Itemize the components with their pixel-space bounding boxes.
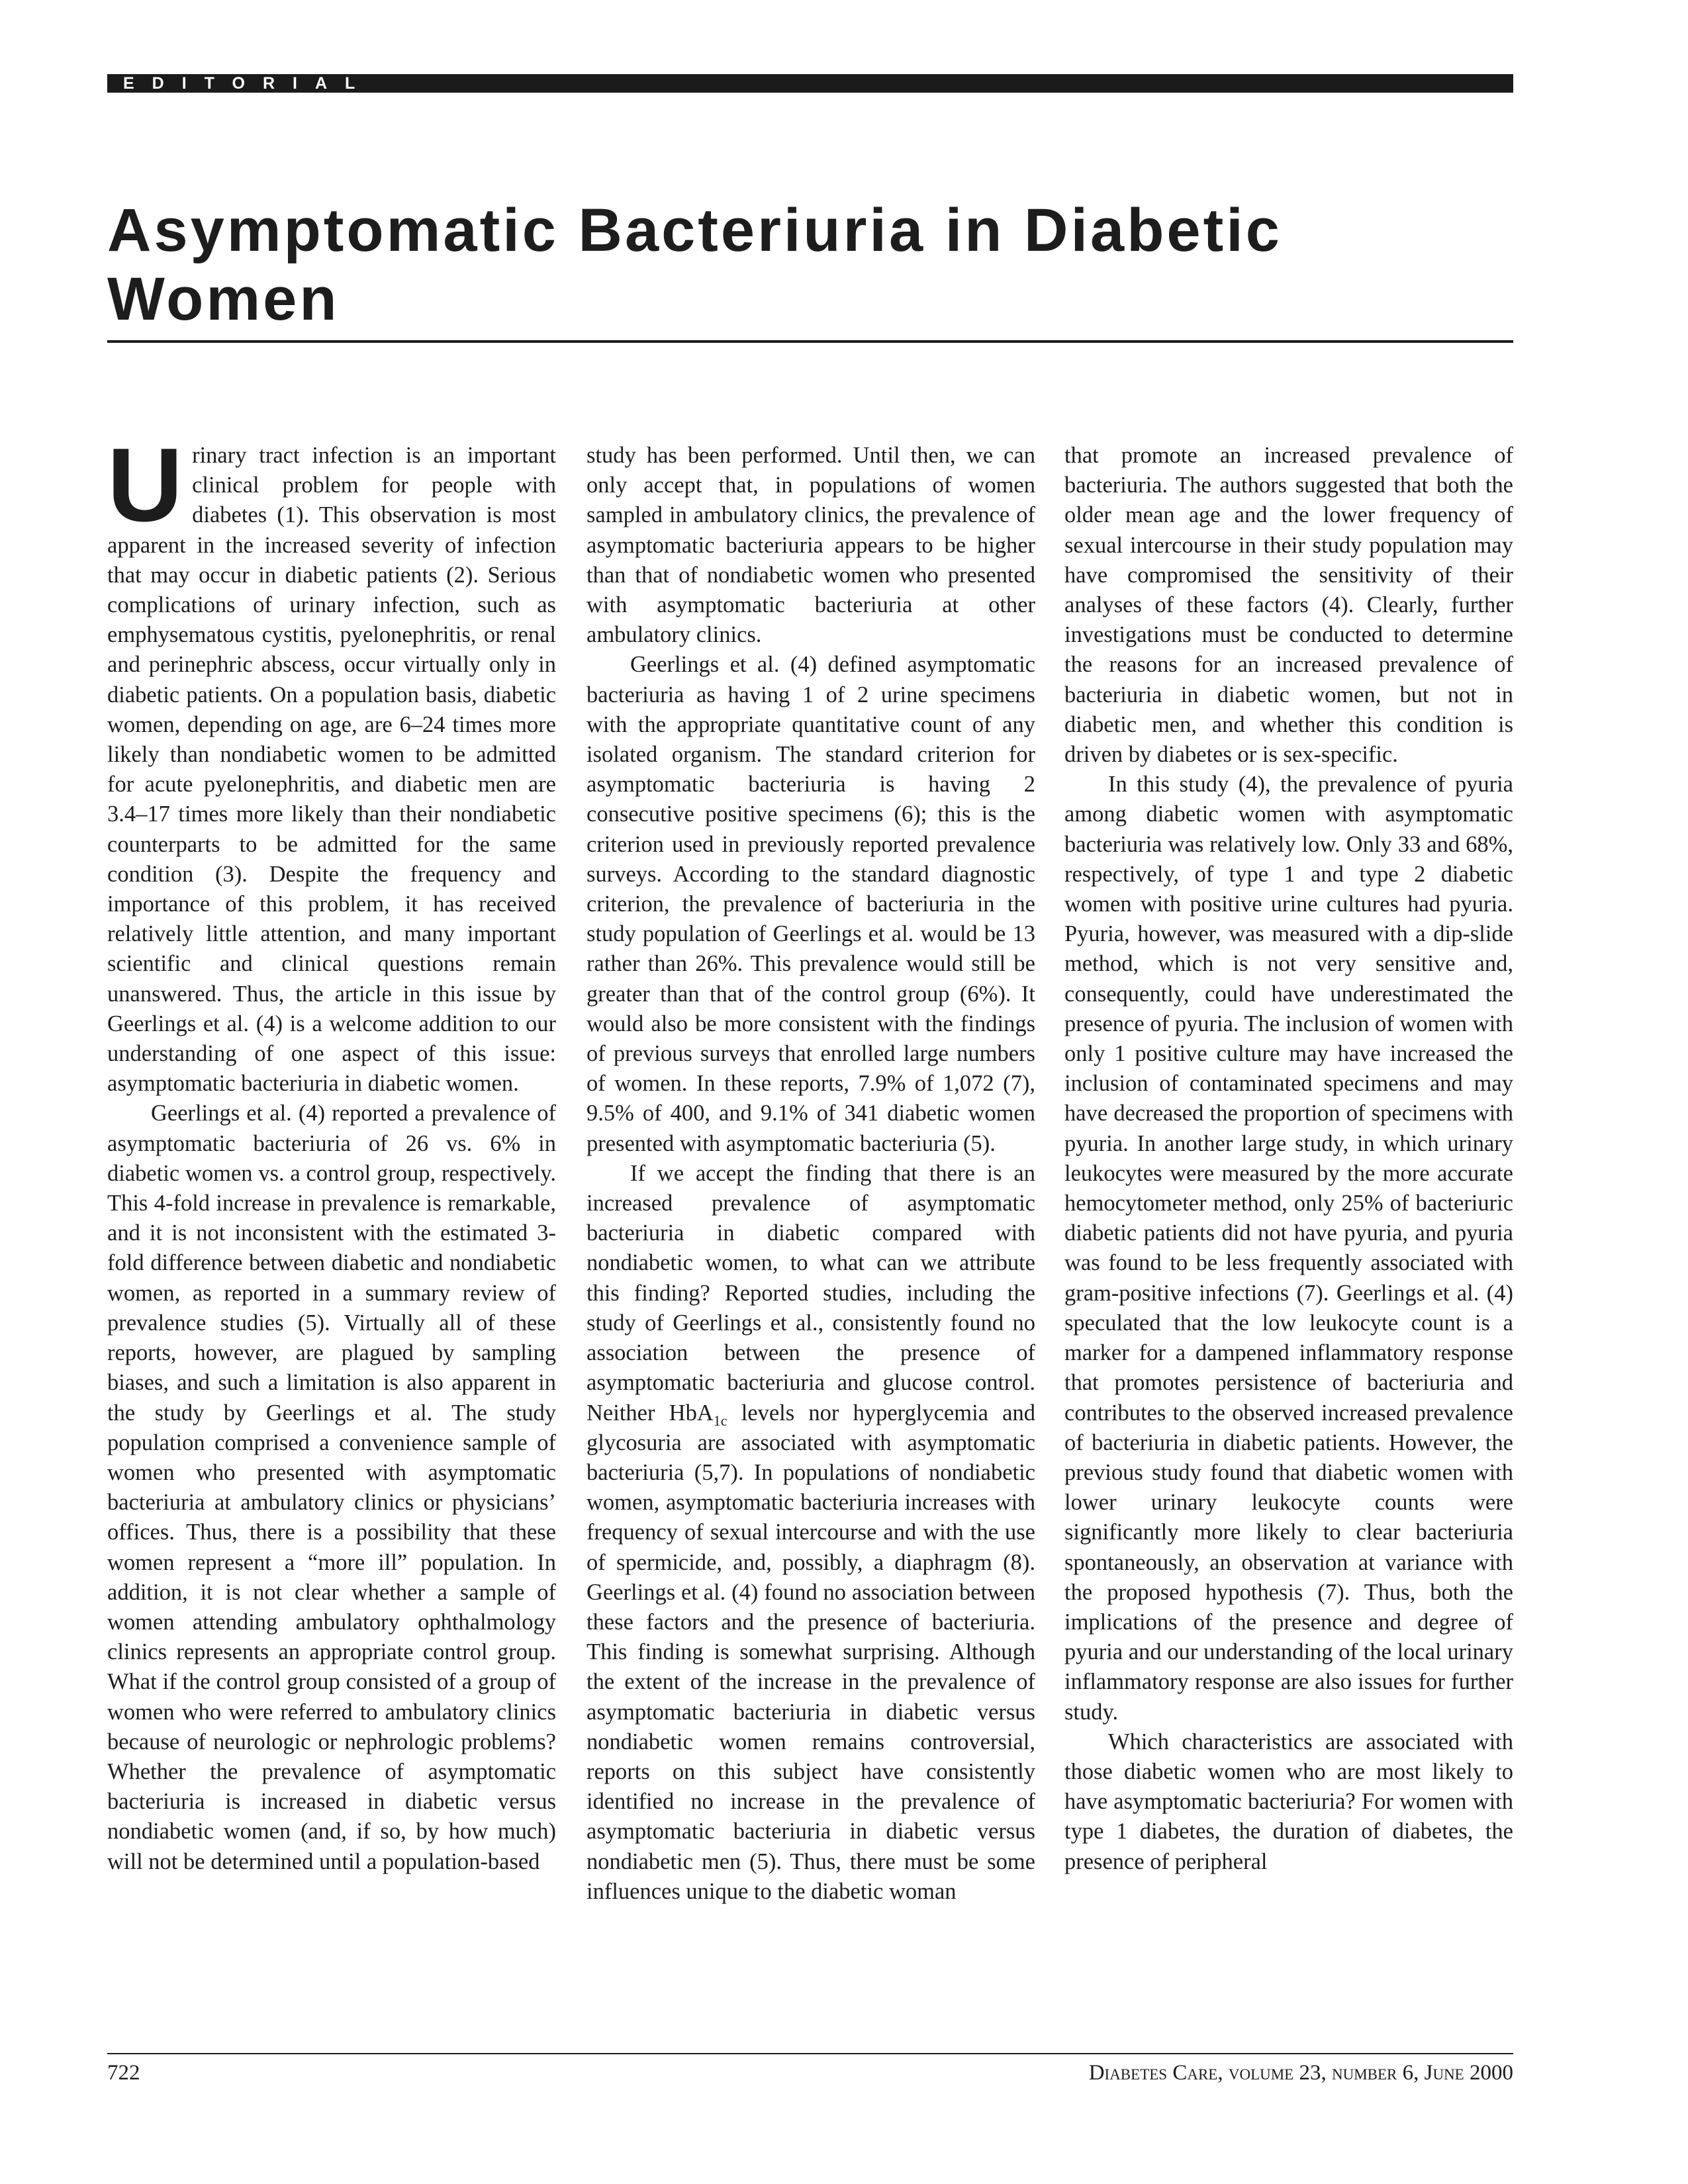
section-label: EDITORIAL — [118, 74, 383, 93]
column-1 — [107, 427, 556, 2003]
title-rule — [107, 340, 1513, 343]
paragraph: In this study (4), the prevalence of pyuria among diabetic women with asymptomatic bacteriuria was relatively low. Only 33 and 68%, respectively, of type 1 and type 2 diabetic women with positive urine cultures had pyuria. Pyuria, however, was measured with a dip-slide method, which is not very sensitive and, consequently, could have underestimated the presence of pyuria. The inclusion of women with only 1 positive culture may have increased the inclusion of contaminated specimens and may have decreased the proportion of specimens with pyuria. In another large study, in which urinary leukocytes were measured by the more accurate hemocytometer method, only 25% of bacteriuric diabetic patients did not have pyuria, and pyuria was found to be less frequently associated with gram-positive infections (7). Geerlings et al. (4) speculated that the low leukocyte count is a marker for a dampened inflammatory response that promotes persistence of bacteriuria and contributes to the observed increased prevalence of bacteriuria in diabetic patients. However, the previous study found that diabetic women with lower urinary leukocyte counts were significantly more likely to clear bacteriuria spontaneously, an observation at variance with the proposed hypothesis (7). Thus, both the implications of the presence and degree of pyuria and our understanding of the local urinary inflammatory response are also issues for further study. — [1064, 772, 1513, 1725]
page-number: 722 — [107, 2061, 140, 2085]
drop-cap: U — [107, 427, 183, 543]
section-bar — [107, 74, 1513, 93]
journal-citation: Diabetes Care, volume 23, number 6, June 2000 — [1088, 2061, 1513, 2085]
paragraph: that promote an increased prevalence of bacteriuria. The authors suggested that both the older mean age and the lower frequency of sexual intercourse in their study population may have compromised the sensitivity of their analyses of these factors (4). Clearly, further investigations must be conducted to determine the reasons for an increased prevalence of bacteriuria in diabetic women, but not in diabetic men, and whether this condition is driven by diabetes or is sex-specific. — [1064, 443, 1513, 768]
column-2 — [586, 441, 1035, 2003]
paragraph-text: levels nor hyperglycemia and glycosuria are associated with asymptomatic bacteriuria (5,7). In populations of nondiabetic women, asymptomatic bacteriuria increases with frequency of sexual intercourse and with the use of spermicide, and, possibly, a diaphragm (8). Geerlings et al. (4) found no association between these factors and the presence of bacteriuria. This finding is somewhat surprising. Although the extent of the increase in the prevalence of asymptomatic bacteriuria in diabetic versus nondiabetic women remains controversial, reports on this subject have consistently identified no increase in the prevalence of asymptomatic bacteriuria in diabetic versus nondiabetic men (5). Thus, there must be some influences unique to the diabetic woman — [586, 1400, 1035, 1904]
paragraph-text: If we accept the finding that there is an increased prevalence of asymptomatic bacteriuria in diabetic compared with nondiabetic women, to what can we attribute this finding? Reported studies, including the study of Geerlings et al., consistently found no association between the presence of asymptomatic bacteriuria and glucose control. Neither HbA — [586, 1160, 1035, 1426]
column-3 — [1064, 441, 1513, 2003]
subscript: 1c — [713, 1412, 727, 1429]
paragraph — [586, 1159, 1035, 1907]
article-title: Asymptomatic Bacteriuria in Diabetic Women — [107, 197, 1282, 333]
footer-rule — [107, 2053, 1513, 2054]
paragraph: Which characteristics are associated with those diabetic women who are most likely to have asymptomatic bacteriuria? For women with type 1 diabetes, the duration of diabetes, the presence of peripheral — [1064, 1729, 1513, 1874]
paragraph: Geerlings et al. (4) defined asymptomatic bacteriuria as having 1 of 2 urine specimens with the appropriate quantitative count of any isolated organism. The standard criterion for asymptomatic bacteriuria is having 2 consecutive positive specimens (6); this is the criterion used in previously reported prevalence surveys. According to the standard diagnostic criterion, the prevalence of bacteriuria in the study population of Geerlings et al. would be 13 rather than 26%. This prevalence would still be greater than that of the control group (6%). It would also be more consistent with the findings of previous surveys that enrolled large numbers of women. In these reports, 7.9% of 1,072 (7), 9.5% of 400, and 9.1% of 341 diabetic women presented with asymptomatic bacteriuria (5). — [586, 652, 1035, 1156]
paragraph-text: rinary tract infection is an important clinical problem for people with diabetes (1). This observation is most apparent in the increased severity of infection that may occur in diabetic patients (2). Serious complications of urinary infection, such as emphysematous cystitis, pyelonephritis, or renal and perinephric abscess, occur virtually only in diabetic patients. On a population basis, diabetic women, depending on age, are 6–24 times more likely than nondiabetic women to be admitted for acute pyelonephritis, and diabetic men are 3.4–17 times more likely than their nondiabetic counterparts to be admitted for the same condition (3). Despite the frequency and importance of this problem, it has received relatively little attention, and many important scientific and clinical questions remain unanswered. Thus, the article in this issue by Geerlings et al. (4) is a welcome addition to our understanding of one aspect of this issue: asymptomatic bacteriuria in diabetic women. — [107, 443, 556, 1097]
paragraph: study has been performed. Until then, we can only accept that, in populations of women sampled in ambulatory clinics, the prevalence of asymptomatic bacteriuria appears to be higher than that of nondiabetic women who presented with asymptomatic bacteriuria at other ambulatory clinics. — [586, 443, 1035, 648]
paragraph: Geerlings et al. (4) reported a prevalence of asymptomatic bacteriuria of 26 vs. 6% in diabetic women vs. a control group, respectively. This 4-fold increase in prevalence is remarkable, and it is not inconsistent with the estimated 3-fold difference between diabetic and nondiabetic women, as reported in a summary review of prevalence studies (5). Virtually all of these reports, however, are plagued by sampling biases, and such a limitation is also apparent in the study by Geerlings et al. The study population comprised a convenience sample of women who presented with asymptomatic bacteriuria at ambulatory clinics or physicians’ offices. Thus, there is a possibility that these women represent a “more ill” population. In addition, it is not clear whether a sample of women attending ambulatory ophthalmology clinics represents an appropriate control group. What if the control group consisted of a group of women who were referred to ambulatory clinics because of neurologic or nephrologic problems? Whether the prevalence of asymptomatic bacteriuria is increased in diabetic versus nondiabetic women (and, if so, by how much) will not be determined until a population-based — [107, 1101, 556, 1874]
paragraph — [107, 427, 556, 1099]
